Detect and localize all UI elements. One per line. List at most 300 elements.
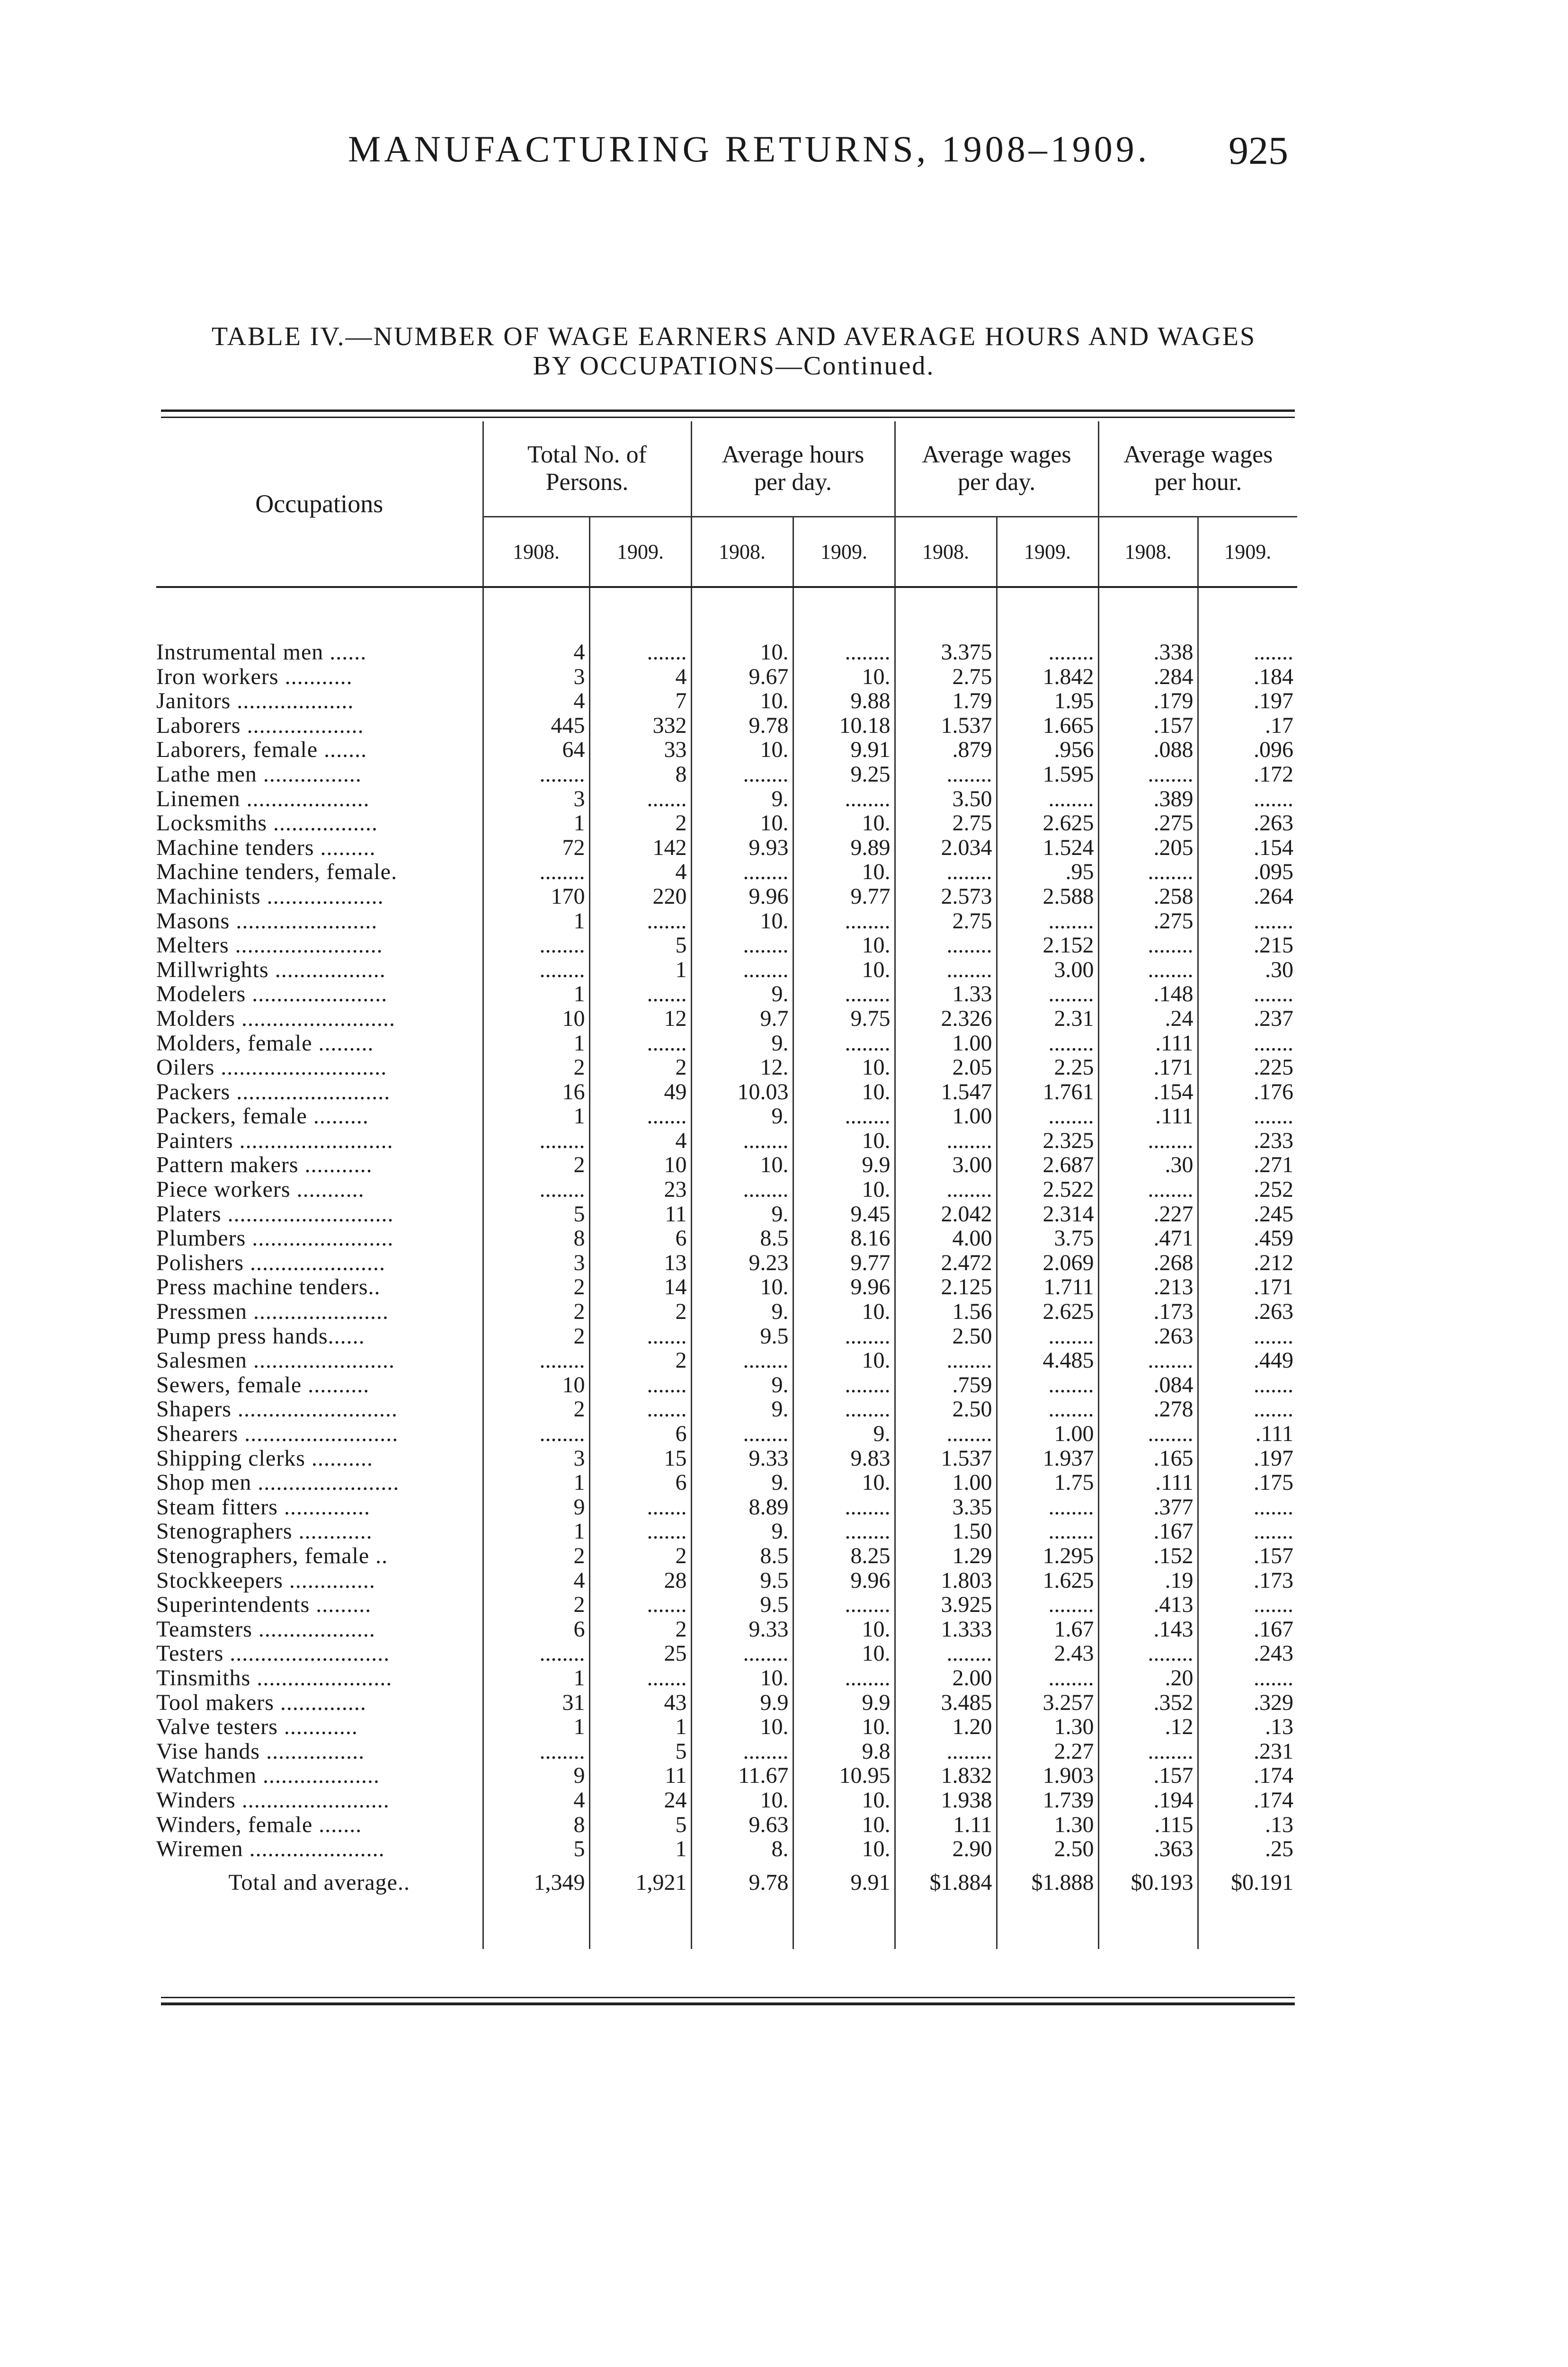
occupation-name: Instrumental men ...... [156, 640, 367, 665]
value-cell: .096 [1198, 738, 1297, 762]
table-row [156, 1739, 1297, 1764]
value-cell: ........ [691, 933, 793, 958]
value-cell: 1.665 [997, 713, 1098, 738]
value-cell: 10. [793, 1177, 895, 1202]
value-cell: 2.573 [895, 884, 997, 909]
value-cell: 3.257 [997, 1691, 1098, 1715]
value-cell: .157 [1098, 713, 1198, 738]
value-cell: 13 [589, 1251, 691, 1275]
value-cell: 2.687 [997, 1153, 1098, 1177]
value-cell: 1.832 [895, 1763, 997, 1788]
value-cell: 1.20 [895, 1715, 997, 1739]
value-cell: .111 [1098, 1470, 1198, 1495]
value-cell: 9.77 [793, 1251, 895, 1275]
value-cell: .245 [1198, 1202, 1297, 1227]
total-value-cell: $0.193 [1098, 1861, 1198, 1904]
value-cell: 2 [483, 1593, 589, 1617]
value-cell: 3 [483, 1446, 589, 1471]
value-cell: 10. [793, 1837, 895, 1861]
value-cell: 3.375 [895, 640, 997, 665]
value-cell: .263 [1198, 811, 1297, 836]
value-cell: .095 [1198, 860, 1297, 884]
group-header-line: Total No. of [527, 441, 647, 468]
value-cell: 9. [691, 1397, 793, 1422]
occupation-name: Molders, female ......... [156, 1031, 374, 1056]
value-cell: 5 [589, 933, 691, 958]
value-cell: .389 [1098, 787, 1198, 811]
table-row [156, 1544, 1297, 1568]
value-cell: 10. [793, 1348, 895, 1373]
value-cell: ........ [997, 1324, 1098, 1349]
table-row [156, 1470, 1297, 1495]
table-row [156, 1251, 1297, 1275]
value-cell: 2 [483, 1055, 589, 1080]
value-cell: .215 [1198, 933, 1297, 958]
value-cell: 10. [691, 909, 793, 934]
value-cell: .264 [1198, 884, 1297, 909]
value-cell: ........ [997, 640, 1098, 665]
occupation-name: Melters ........................ [156, 933, 383, 958]
value-cell: .111 [1098, 1104, 1198, 1129]
value-cell: .176 [1198, 1080, 1297, 1104]
value-cell: ........ [1098, 1129, 1198, 1153]
table-row [156, 1275, 1297, 1299]
value-cell: 2.125 [895, 1275, 997, 1299]
value-cell: 11 [589, 1763, 691, 1788]
occupation-name: Polishers ...................... [156, 1250, 386, 1275]
table-title [161, 322, 1307, 381]
value-cell: 10. [691, 689, 793, 713]
value-cell: 2.152 [997, 933, 1098, 958]
table-row [156, 1104, 1297, 1129]
value-cell: ........ [483, 762, 589, 787]
table-row [156, 1202, 1297, 1227]
value-cell: 2 [589, 1348, 691, 1373]
value-cell: 2.43 [997, 1641, 1098, 1666]
table-row [156, 811, 1297, 836]
table-row [156, 1006, 1297, 1031]
value-cell: ........ [895, 933, 997, 958]
value-cell: 2 [589, 1055, 691, 1080]
total-value-cell: $0.191 [1198, 1861, 1297, 1904]
value-cell: 9.7 [691, 1006, 793, 1031]
value-cell: 4 [483, 1788, 589, 1813]
value-cell: 2.75 [895, 665, 997, 689]
value-cell: ....... [1198, 787, 1297, 811]
value-cell: .197 [1198, 689, 1297, 713]
value-cell: 9.9 [793, 1153, 895, 1177]
value-cell: 2 [589, 811, 691, 836]
value-cell: 11.67 [691, 1763, 793, 1788]
group-header-line: Average wages [922, 441, 1071, 468]
spacer-row [156, 587, 1297, 640]
value-cell: 2.90 [895, 1837, 997, 1861]
value-cell: 10. [691, 738, 793, 762]
value-cell: ........ [1098, 1177, 1198, 1202]
year-header: 1908. [483, 517, 589, 587]
value-cell: .171 [1198, 1275, 1297, 1299]
value-cell: 1.29 [895, 1544, 997, 1568]
value-cell: 10. [691, 811, 793, 836]
value-cell: 24 [589, 1788, 691, 1813]
value-cell: .268 [1098, 1251, 1198, 1275]
running-title: MANUFACTURING RETURNS, 1908–1909. [348, 128, 1150, 169]
value-cell: .956 [997, 738, 1098, 762]
table-row [156, 1177, 1297, 1202]
spacer-cell [156, 587, 483, 640]
value-cell: 4 [589, 860, 691, 884]
occupation-name: Salesmen ....................... [156, 1348, 395, 1373]
table-row [156, 1519, 1297, 1544]
value-cell: 142 [589, 836, 691, 860]
table-row [156, 1593, 1297, 1617]
value-cell: 9. [691, 982, 793, 1006]
value-cell: ........ [793, 1373, 895, 1397]
value-cell: ........ [483, 1739, 589, 1764]
table-body [156, 587, 1297, 1949]
value-cell: ........ [997, 1593, 1098, 1617]
value-cell: 2.75 [895, 909, 997, 934]
value-cell: .154 [1098, 1080, 1198, 1104]
value-cell: 1.333 [895, 1617, 997, 1642]
value-cell: 9.83 [793, 1446, 895, 1471]
value-cell: ....... [589, 1104, 691, 1129]
value-cell: 2 [589, 1544, 691, 1568]
total-value-cell: 9.78 [691, 1861, 793, 1904]
value-cell: 10 [483, 1006, 589, 1031]
value-cell: 2.625 [997, 811, 1098, 836]
value-cell: 8.25 [793, 1544, 895, 1568]
spacer-cell [1098, 587, 1198, 640]
value-cell: .084 [1098, 1373, 1198, 1397]
value-cell: 23 [589, 1177, 691, 1202]
value-cell: .167 [1198, 1617, 1297, 1642]
value-cell: 2.50 [895, 1397, 997, 1422]
value-cell: 10. [793, 1299, 895, 1324]
value-cell: 1 [483, 1031, 589, 1056]
group-header-line: per day. [754, 469, 832, 496]
value-cell: 1.537 [895, 1446, 997, 1471]
value-cell: .111 [1098, 1031, 1198, 1056]
value-cell: 10. [691, 1275, 793, 1299]
value-cell: 25 [589, 1641, 691, 1666]
value-cell: ....... [589, 982, 691, 1006]
value-cell: ........ [793, 787, 895, 811]
value-cell: ........ [793, 1666, 895, 1691]
value-cell: 9 [483, 1763, 589, 1788]
value-cell: 1.30 [997, 1715, 1098, 1739]
occupation-name: Linemen .................... [156, 786, 370, 811]
value-cell: ....... [1198, 1104, 1297, 1129]
year-header: 1909. [1198, 517, 1297, 587]
spacer-cell [589, 587, 691, 640]
spacer-cell [895, 1904, 997, 1949]
value-cell: 8.5 [691, 1544, 793, 1568]
value-cell: 10. [793, 1813, 895, 1837]
value-cell: 9.5 [691, 1568, 793, 1593]
value-cell: ........ [483, 958, 589, 982]
occupation-name: Watchmen ................... [156, 1763, 380, 1788]
value-cell: 9.9 [793, 1691, 895, 1715]
spacer-cell [1198, 1904, 1297, 1949]
value-cell: ........ [691, 1348, 793, 1373]
value-cell: .237 [1198, 1006, 1297, 1031]
group-header-line: Persons. [545, 469, 629, 496]
table-row [156, 1373, 1297, 1397]
occupation-name: Machine tenders ......... [156, 835, 376, 860]
value-cell: .13 [1198, 1715, 1297, 1739]
value-cell: ........ [1098, 762, 1198, 787]
table-row [156, 860, 1297, 884]
value-cell: 1.938 [895, 1788, 997, 1813]
value-cell: 10. [691, 1666, 793, 1691]
value-cell: 2 [483, 1544, 589, 1568]
value-cell: 2.27 [997, 1739, 1098, 1764]
value-cell: 9.75 [793, 1006, 895, 1031]
occupation-name: Pump press hands...... [156, 1324, 365, 1349]
value-cell: .148 [1098, 982, 1198, 1006]
value-cell: ........ [691, 1422, 793, 1446]
value-cell: ....... [1198, 1031, 1297, 1056]
value-cell: .25 [1198, 1837, 1297, 1861]
value-cell: 1 [483, 811, 589, 836]
value-cell: ........ [895, 860, 997, 884]
table-row [156, 1129, 1297, 1153]
value-cell: .174 [1198, 1788, 1297, 1813]
spacer-cell [156, 1904, 483, 1949]
table-row [156, 1226, 1297, 1251]
value-cell: .19 [1098, 1568, 1198, 1593]
value-cell: 10. [691, 1788, 793, 1813]
value-cell: 10. [793, 1641, 895, 1666]
value-cell: 10. [793, 665, 895, 689]
value-cell: 9.78 [691, 713, 793, 738]
value-cell: .231 [1198, 1739, 1297, 1764]
value-cell: 9.8 [793, 1739, 895, 1764]
group-header-hours [691, 421, 895, 517]
year-header: 1908. [691, 517, 793, 587]
table-row [156, 762, 1297, 787]
value-cell: 5 [589, 1813, 691, 1837]
value-cell: ....... [589, 909, 691, 934]
spacer-cell [483, 587, 589, 640]
table-row [156, 1763, 1297, 1788]
value-cell: 10. [691, 1715, 793, 1739]
occupation-name: Lathe men ................ [156, 762, 362, 787]
value-cell: 4.485 [997, 1348, 1098, 1373]
total-value-cell: 1,921 [589, 1861, 691, 1904]
value-cell: ........ [997, 1397, 1098, 1422]
value-cell: 4 [483, 640, 589, 665]
value-cell: 2 [589, 1299, 691, 1324]
value-cell: ........ [1098, 860, 1198, 884]
value-cell: .284 [1098, 665, 1198, 689]
value-cell: 9.88 [793, 689, 895, 713]
value-cell: 9.25 [793, 762, 895, 787]
value-cell: 1.937 [997, 1446, 1098, 1471]
value-cell: 10. [793, 1129, 895, 1153]
value-cell: ........ [483, 1422, 589, 1446]
occupation-name: Steam fitters .............. [156, 1495, 370, 1520]
value-cell: 9.63 [691, 1813, 793, 1837]
total-label: Total and average.. [228, 1869, 410, 1895]
value-cell: 332 [589, 713, 691, 738]
value-cell: .157 [1198, 1544, 1297, 1568]
value-cell: 9. [793, 1422, 895, 1446]
table-row [156, 738, 1297, 762]
value-cell: 1.595 [997, 762, 1098, 787]
value-cell: 1.33 [895, 982, 997, 1006]
value-cell: ........ [1098, 1641, 1198, 1666]
table-row [156, 1691, 1297, 1715]
value-cell: 28 [589, 1568, 691, 1593]
occupation-name: Piece workers ........... [156, 1177, 365, 1202]
value-cell: ....... [1198, 1373, 1297, 1397]
spacer-cell [793, 1904, 895, 1949]
value-cell: 8.89 [691, 1495, 793, 1520]
table-row [156, 982, 1297, 1006]
value-cell: ........ [1098, 1348, 1198, 1373]
value-cell: 49 [589, 1080, 691, 1104]
value-cell: .30 [1198, 958, 1297, 982]
value-cell: 1.30 [997, 1813, 1098, 1837]
group-header-line: Average hours [722, 441, 864, 468]
spacer-cell [997, 587, 1098, 640]
spacer-cell [1098, 1904, 1198, 1949]
value-cell: 1 [589, 1837, 691, 1861]
value-cell: 10.95 [793, 1763, 895, 1788]
value-cell: .243 [1198, 1641, 1297, 1666]
table-title-line-1: TABLE IV.—NUMBER OF WAGE EARNERS AND AVERAGE HOURS AND WAGES [211, 322, 1256, 351]
value-cell: 1 [589, 1715, 691, 1739]
table-row [156, 1788, 1297, 1813]
value-cell: 1 [483, 1104, 589, 1129]
value-cell: .338 [1098, 640, 1198, 665]
value-cell: ........ [793, 909, 895, 934]
value-cell: ....... [1198, 1666, 1297, 1691]
value-cell: 9.96 [793, 1275, 895, 1299]
value-cell: 1 [483, 909, 589, 934]
table-row [156, 1153, 1297, 1177]
table-row [156, 1055, 1297, 1080]
value-cell: .352 [1098, 1691, 1198, 1715]
value-cell: 8 [483, 1813, 589, 1837]
value-cell: 10. [691, 640, 793, 665]
value-cell: ........ [691, 860, 793, 884]
after-row [156, 1904, 1297, 1949]
table-row [156, 836, 1297, 860]
value-cell: .275 [1098, 811, 1198, 836]
occupation-name: Packers, female ......... [156, 1104, 369, 1129]
top-rule-thin [161, 417, 1295, 418]
occupation-name: Testers .......................... [156, 1641, 390, 1666]
value-cell: .12 [1098, 1715, 1198, 1739]
value-cell: 4 [483, 689, 589, 713]
value-cell: 9.5 [691, 1593, 793, 1617]
occupation-name: Tinsmiths ...................... [156, 1665, 392, 1691]
page-number: 925 [1229, 129, 1288, 173]
value-cell: ....... [589, 1519, 691, 1544]
table-row [156, 1715, 1297, 1739]
value-cell: 2.472 [895, 1251, 997, 1275]
value-cell: ....... [1198, 1495, 1297, 1520]
value-cell: 5 [589, 1739, 691, 1764]
table-row [156, 787, 1297, 811]
value-cell: 2 [483, 1153, 589, 1177]
value-cell: ........ [895, 958, 997, 982]
value-cell: 10. [793, 1055, 895, 1080]
value-cell: 1 [483, 1470, 589, 1495]
value-cell: 2 [483, 1397, 589, 1422]
value-cell: 9.93 [691, 836, 793, 860]
value-cell: 1 [483, 1715, 589, 1739]
occupation-name: Valve testers ............ [156, 1715, 358, 1739]
occupation-name: Shop men ....................... [156, 1470, 400, 1495]
occupation-name: Teamsters ................... [156, 1617, 375, 1642]
value-cell: 8.16 [793, 1226, 895, 1251]
occupation-name: Stenographers, female .. [156, 1543, 388, 1568]
spacer-cell [691, 587, 793, 640]
value-cell: 16 [483, 1080, 589, 1104]
value-cell: ........ [691, 762, 793, 787]
value-cell: .233 [1198, 1129, 1297, 1153]
value-cell: 10. [793, 933, 895, 958]
occupation-name: Pattern makers ........... [156, 1153, 373, 1178]
value-cell: ........ [895, 762, 997, 787]
value-cell: ........ [483, 1348, 589, 1373]
table-row [156, 1397, 1297, 1422]
value-cell: 10.18 [793, 713, 895, 738]
value-cell: 9.23 [691, 1251, 793, 1275]
value-cell: 8 [483, 1226, 589, 1251]
value-cell: 2.069 [997, 1251, 1098, 1275]
occupation-name: Shearers ......................... [156, 1422, 399, 1446]
value-cell: 10. [793, 958, 895, 982]
occupation-name: Molders ......................... [156, 1006, 395, 1031]
value-cell: .174 [1198, 1763, 1297, 1788]
spacer-cell [793, 587, 895, 640]
value-cell: 1.50 [895, 1519, 997, 1544]
group-header-wages-hour [1098, 421, 1297, 517]
value-cell: ........ [483, 1129, 589, 1153]
occupation-name: Platers ........................... [156, 1201, 394, 1227]
value-cell: 1.67 [997, 1617, 1098, 1642]
occupation-name: Machinists ................... [156, 884, 384, 909]
value-cell: 1.739 [997, 1788, 1098, 1813]
value-cell: 2 [589, 1617, 691, 1642]
value-cell: 6 [589, 1470, 691, 1495]
occupation-name: Stockkeepers .............. [156, 1568, 375, 1593]
table-row [156, 1031, 1297, 1056]
value-cell: ........ [997, 1104, 1098, 1129]
occupation-name: Painters ......................... [156, 1128, 393, 1153]
value-cell: 445 [483, 713, 589, 738]
value-cell: 10. [793, 1788, 895, 1813]
value-cell: 9.91 [793, 738, 895, 762]
value-cell: 9.77 [793, 884, 895, 909]
table-row [156, 640, 1297, 665]
top-rule-thick [161, 409, 1295, 412]
value-cell: 1 [483, 1519, 589, 1544]
group-header-line: per day. [957, 469, 1036, 496]
value-cell: 2.625 [997, 1299, 1098, 1324]
value-cell: .95 [997, 860, 1098, 884]
value-cell: 1.00 [895, 1031, 997, 1056]
value-cell: 9.96 [691, 884, 793, 909]
occupation-name: Shapers .......................... [156, 1397, 398, 1422]
value-cell: ....... [589, 1373, 691, 1397]
value-cell: 8 [589, 762, 691, 787]
